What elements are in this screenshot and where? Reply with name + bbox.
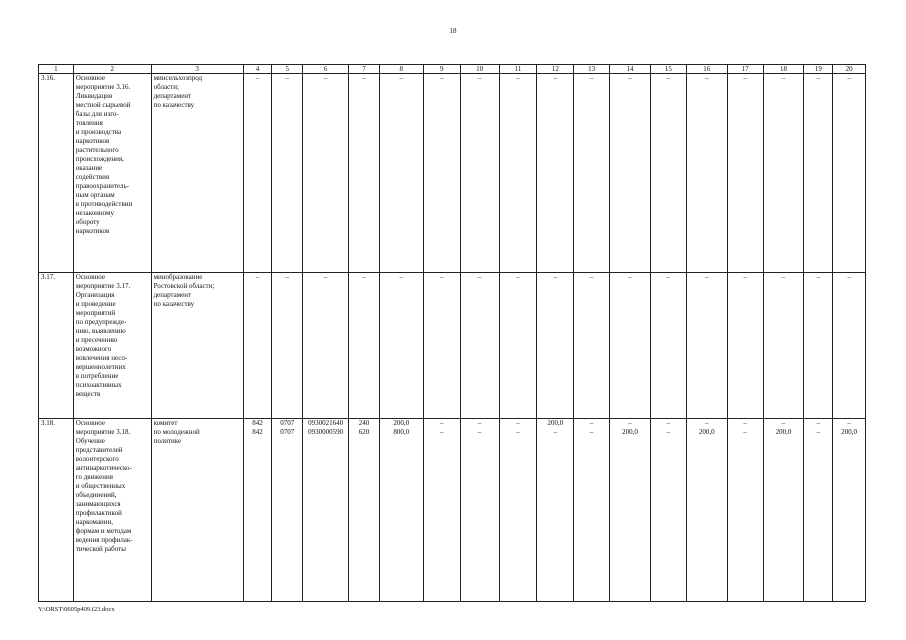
- value-cell: [804, 419, 833, 602]
- value-line: 200,0: [698, 428, 715, 436]
- text-line: комитет: [153, 419, 178, 427]
- value-line: –: [743, 428, 747, 436]
- column-header: 20: [833, 65, 866, 74]
- text-line: незаконному: [75, 209, 114, 217]
- text-line: Ликвидация: [75, 92, 113, 100]
- value-line: 800,0: [393, 428, 410, 436]
- column-header: 15: [650, 65, 686, 74]
- value-cell: –: [763, 74, 804, 273]
- value-cell: [460, 419, 499, 602]
- text-line: вовлечения несо-: [75, 354, 128, 362]
- text-line: наркотиков: [75, 227, 110, 235]
- row-number: 3.16.: [39, 74, 74, 273]
- text-line: наркотиков: [75, 137, 110, 145]
- value-cell: –: [303, 74, 349, 273]
- value-line: –: [589, 419, 594, 427]
- text-line: Организация: [75, 291, 115, 299]
- text-line: мероприятий: [75, 309, 116, 317]
- text-line: товления: [75, 119, 103, 127]
- text-line: Обучение: [75, 437, 105, 445]
- value-line: –: [477, 428, 482, 436]
- text-line: го движения: [75, 473, 113, 481]
- value-cell: –: [379, 273, 423, 419]
- value-cell: [727, 419, 763, 602]
- value-line: 0930021640: [308, 419, 344, 427]
- column-header: 2: [73, 65, 151, 74]
- text-line: местной сырьевой: [75, 101, 131, 109]
- text-line: минобразование: [153, 273, 203, 281]
- value-line: –: [439, 419, 444, 427]
- value-line: 200,0: [547, 419, 564, 427]
- value-cell: [379, 419, 423, 602]
- value-line: 842: [252, 428, 263, 436]
- text-line: и пресечению: [75, 336, 118, 344]
- value-cell: [610, 419, 651, 602]
- value-line: –: [477, 419, 482, 427]
- measure-name: [73, 273, 151, 419]
- text-line: возможного: [75, 345, 112, 353]
- text-line: и проведение: [75, 300, 116, 308]
- value-line: –: [628, 419, 632, 427]
- column-header: 6: [303, 65, 349, 74]
- value-cell: [243, 419, 272, 602]
- value-line: –: [743, 419, 747, 427]
- text-line: наркомании,: [75, 518, 114, 526]
- column-header: 9: [423, 65, 460, 74]
- value-cell: –: [349, 74, 380, 273]
- row-number: 3.17.: [39, 273, 74, 419]
- value-cell: –: [804, 273, 833, 419]
- table-row: [39, 74, 866, 273]
- text-line: нию, выявлению: [75, 327, 126, 335]
- value-cell: –: [610, 273, 651, 419]
- value-cell: –: [460, 74, 499, 273]
- text-line: психоактивных: [75, 381, 122, 389]
- value-line: 0930000590: [308, 428, 344, 436]
- value-line: 0707: [280, 419, 295, 427]
- column-header: 19: [804, 65, 833, 74]
- text-line: по молодежной: [153, 428, 200, 436]
- value-line: –: [589, 428, 594, 436]
- value-line: 620: [358, 428, 370, 436]
- column-header: 17: [727, 65, 763, 74]
- value-cell: –: [727, 74, 763, 273]
- column-header: 3: [151, 65, 243, 74]
- text-line: вершеннолетних: [75, 363, 126, 371]
- value-cell: –: [727, 273, 763, 419]
- value-cell: –: [686, 273, 727, 419]
- value-cell: –: [537, 273, 574, 419]
- column-header: 13: [574, 65, 610, 74]
- text-line: департамент: [153, 291, 192, 299]
- text-line: Основное: [75, 273, 105, 281]
- text-line: и общественных: [75, 482, 126, 490]
- value-cell: –: [650, 74, 686, 273]
- value-cell: –: [574, 74, 610, 273]
- value-cell: –: [379, 74, 423, 273]
- value-line: –: [816, 428, 821, 436]
- column-header: 10: [460, 65, 499, 74]
- value-cell: [650, 419, 686, 602]
- value-line: 200,0: [622, 428, 638, 436]
- measure-name: [73, 419, 151, 602]
- table-row: [39, 419, 866, 602]
- value-line: –: [666, 428, 671, 436]
- text-line: политике: [153, 437, 182, 445]
- value-cell: [423, 419, 460, 602]
- value-line: 200,0: [393, 419, 410, 427]
- value-cell: [303, 419, 349, 602]
- text-line: Основное: [75, 74, 105, 82]
- text-line: волонтерского: [75, 455, 119, 463]
- column-header: 14: [610, 65, 651, 74]
- value-line: –: [439, 428, 444, 436]
- text-line: области;: [153, 83, 179, 91]
- value-cell: –: [574, 273, 610, 419]
- value-cell: [686, 419, 727, 602]
- budget-table: [38, 64, 866, 602]
- value-cell: –: [303, 273, 349, 419]
- value-line: 0707: [280, 428, 295, 436]
- text-line: формам и методам: [75, 527, 132, 535]
- value-cell: –: [833, 273, 866, 419]
- text-line: профилактикой: [75, 509, 122, 517]
- text-line: базы для изго-: [75, 110, 119, 118]
- text-line: происхождения,: [75, 155, 124, 163]
- value-cell: –: [610, 74, 651, 273]
- text-line: Основное: [75, 419, 105, 427]
- text-line: по казачеству: [153, 101, 195, 109]
- executor: [151, 273, 243, 419]
- value-cell: –: [243, 273, 272, 419]
- value-cell: [499, 419, 537, 602]
- column-header: 5: [272, 65, 303, 74]
- value-cell: –: [499, 273, 537, 419]
- value-cell: [537, 419, 574, 602]
- value-cell: –: [423, 74, 460, 273]
- value-line: –: [516, 428, 520, 436]
- value-cell: –: [272, 273, 303, 419]
- value-cell: [349, 419, 380, 602]
- table-row: [39, 273, 866, 419]
- value-line: 240: [358, 419, 370, 427]
- text-line: представителей: [75, 446, 123, 454]
- text-line: в потребление: [75, 372, 119, 380]
- value-cell: –: [763, 273, 804, 419]
- column-header: 7: [349, 65, 380, 74]
- value-cell: [833, 419, 866, 602]
- value-line: 200,0: [775, 428, 792, 436]
- value-cell: –: [537, 74, 574, 273]
- text-line: содействия: [75, 173, 110, 181]
- value-line: –: [553, 428, 558, 436]
- text-line: в противодействии: [75, 200, 133, 208]
- value-cell: [763, 419, 804, 602]
- measure-name: [73, 74, 151, 273]
- value-cell: –: [423, 273, 460, 419]
- value-line: –: [705, 419, 709, 427]
- value-cell: –: [804, 74, 833, 273]
- text-line: растительного: [75, 146, 119, 154]
- text-line: мероприятие 3.16.: [75, 83, 131, 91]
- column-header: 18: [763, 65, 804, 74]
- text-line: антинаркотическо-: [75, 464, 132, 472]
- column-header: 4: [243, 65, 272, 74]
- text-line: веществ: [75, 390, 101, 398]
- text-line: правоохранитель-: [75, 182, 130, 190]
- row-number: 3.18.: [39, 419, 74, 602]
- text-line: по предупрежде-: [75, 318, 127, 326]
- value-line: –: [847, 419, 851, 427]
- page-number: 18: [449, 27, 457, 35]
- text-line: ведения профилак-: [75, 536, 133, 544]
- executor: [151, 74, 243, 273]
- value-line: 842: [252, 419, 263, 427]
- value-cell: [574, 419, 610, 602]
- column-header: 8: [379, 65, 423, 74]
- value-line: 200,0: [841, 428, 857, 436]
- column-header: 11: [499, 65, 537, 74]
- text-line: департамент: [153, 92, 192, 100]
- value-cell: –: [499, 74, 537, 273]
- executor: [151, 419, 243, 602]
- header-row: [39, 65, 866, 74]
- value-cell: –: [650, 273, 686, 419]
- value-line: –: [666, 419, 671, 427]
- column-header: 16: [686, 65, 727, 74]
- value-cell: –: [272, 74, 303, 273]
- text-line: минсельхозпрод: [153, 74, 203, 82]
- value-cell: –: [349, 273, 380, 419]
- value-line: –: [516, 419, 520, 427]
- value-cell: [272, 419, 303, 602]
- text-line: обороту: [75, 218, 100, 226]
- value-cell: –: [686, 74, 727, 273]
- text-line: тической работы: [75, 545, 126, 553]
- footer-file-path: Y:\ORST\0605p409.f23.docx: [38, 606, 115, 613]
- value-cell: –: [460, 273, 499, 419]
- text-line: Ростовской области;: [153, 282, 215, 290]
- value-line: –: [781, 419, 786, 427]
- value-cell: –: [833, 74, 866, 273]
- text-line: и производства: [75, 128, 122, 136]
- column-header: 12: [537, 65, 574, 74]
- text-line: мероприятие 3.18.: [75, 428, 131, 436]
- value-cell: –: [243, 74, 272, 273]
- text-line: по казачеству: [153, 300, 195, 308]
- text-line: занимающихся: [75, 500, 121, 508]
- text-line: объединений,: [75, 491, 117, 499]
- text-line: ным органам: [75, 191, 115, 199]
- column-header: 1: [39, 65, 74, 74]
- text-line: оказание: [75, 164, 103, 172]
- text-line: мероприятие 3.17.: [75, 282, 131, 290]
- value-line: –: [816, 419, 821, 427]
